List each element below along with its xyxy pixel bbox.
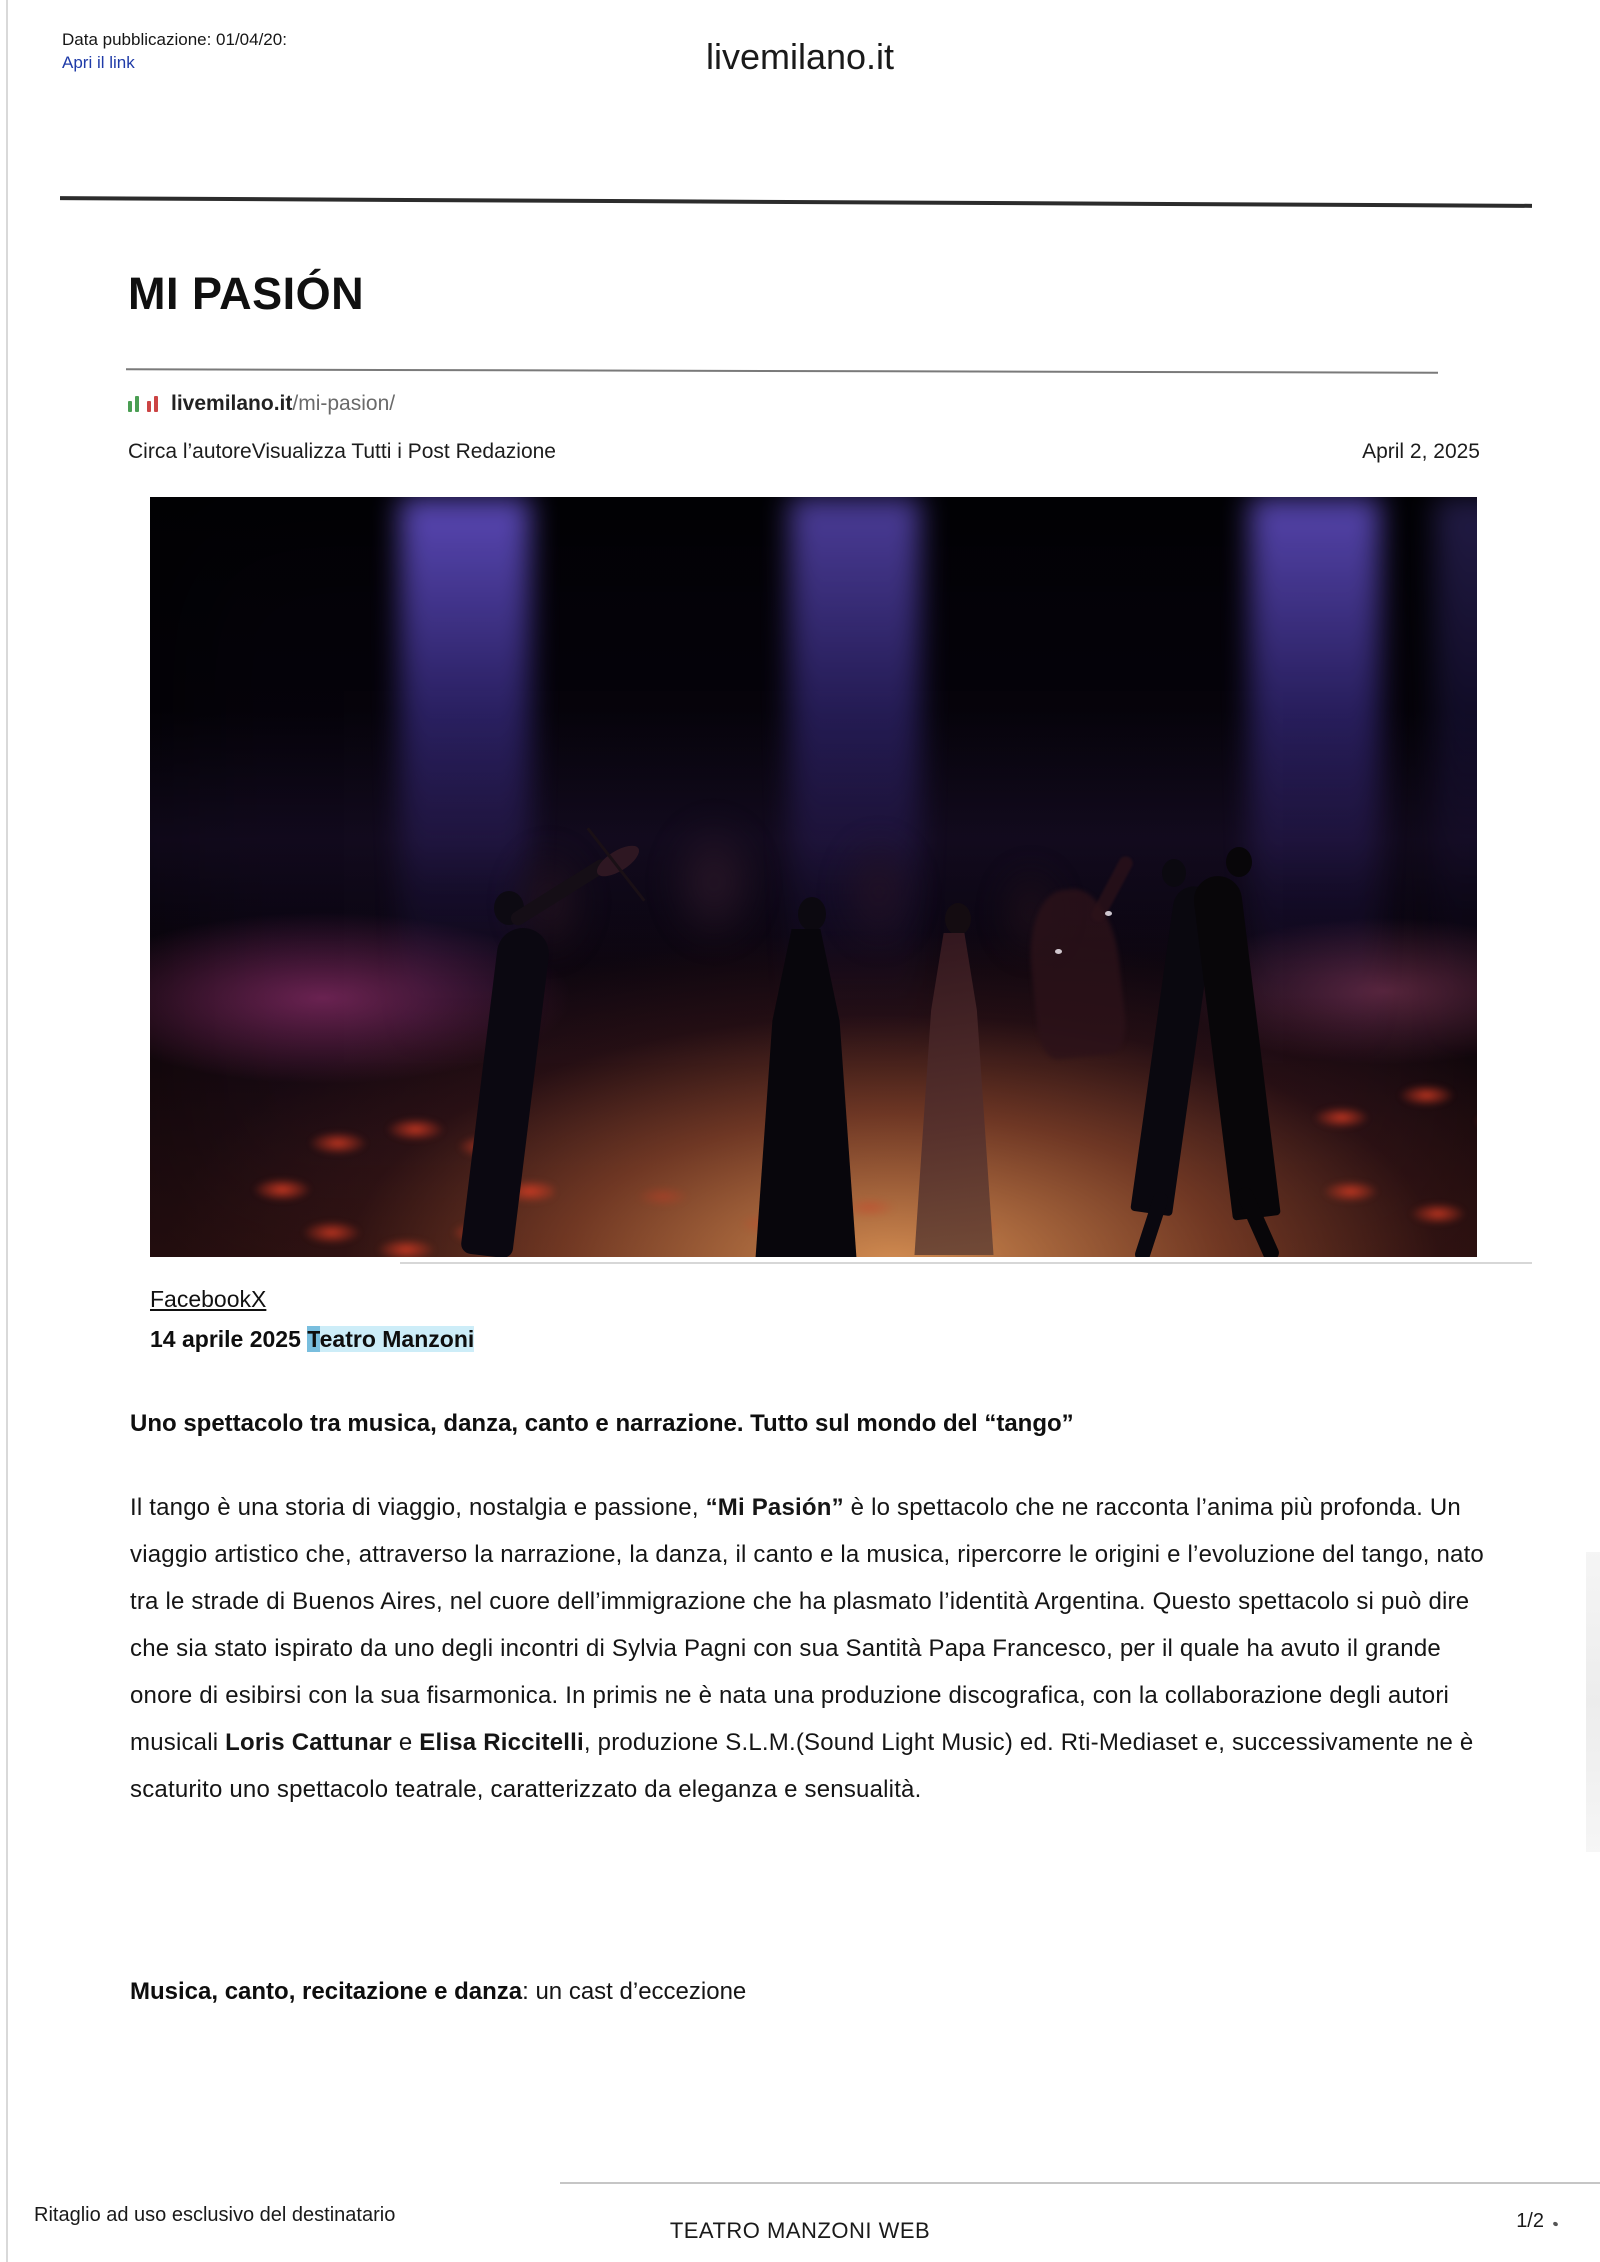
singer-black-dress-head xyxy=(798,897,826,931)
stage-photo xyxy=(150,497,1477,1257)
paragraph-segment: e xyxy=(391,1729,420,1756)
stage-light-speck xyxy=(1055,949,1062,954)
footer-divider xyxy=(560,2182,1600,2184)
title-divider xyxy=(126,368,1438,373)
cast-heading-bold: Musica, canto, recitazione e danza xyxy=(130,1978,523,2005)
paragraph-segment-bold: “Mi Pasión” xyxy=(705,1494,844,1521)
tango-dancer-man-head xyxy=(1226,847,1252,877)
article-paragraph xyxy=(130,1484,1484,1813)
singer-gown-head xyxy=(945,903,971,935)
paragraph-segment: è lo spettacolo che ne racconta l’anima più profonda. Un viaggio artistico che, attraverso la narrazione, la danza, il canto e la musica, ripercorre le origini e l’evoluzione del tango, nato tra le strade di Buenos Aires, nel cuore dell’immigrazione che ha plasmato l’identità Argentina. Questo spettacolo si può dire che sia stato ispirato da uno degli incontri di Sylvia Pagni con sua Santità Papa Francesco, per il quale ha avuto il grande onore di esibirsi con la sua fisarmonica. In primis ne è nata una produzione discografica, con la collaborazione degli autori musicali xyxy=(130,1494,1484,1756)
venue-highlight-first-letter: T xyxy=(307,1326,320,1352)
scan-artifact-right-bleed xyxy=(1586,1552,1600,1852)
url-domain[interactable]: livemilano.it xyxy=(171,392,293,415)
article-subheading: Uno spettacolo tra musica, danza, canto e narrazione. Tutto sul mondo del “tango” xyxy=(130,1410,1074,1437)
event-date: 14 aprile 2025 xyxy=(150,1326,308,1352)
url-path[interactable]: /mi-pasion/ xyxy=(292,392,396,415)
cast-heading-rest: : un cast d’eccezione xyxy=(522,1978,747,2005)
paragraph-segment: Il tango è una storia di viaggio, nostalgia e passione, xyxy=(130,1494,706,1521)
article-url-line[interactable] xyxy=(128,392,395,416)
paragraph-segment-bold: Loris Cattunar xyxy=(225,1729,392,1756)
scan-artifact-left-edge xyxy=(6,0,8,2262)
article-date: April 2, 2025 xyxy=(1362,440,1480,463)
floor-petal-lights-right xyxy=(1300,1062,1477,1247)
footer-disclaimer: Ritaglio ad uso esclusivo del destinatario xyxy=(34,2204,396,2226)
paragraph-segment-bold: Elisa Riccitelli xyxy=(419,1729,584,1756)
paragraph-segment: , produzione S.L.M.(Sound Light Music) ed. Rti-Mediaset e, successivamente ne è scaturito uno spettacolo teatrale, caratterizzato da eleganza e sensualità. xyxy=(130,1729,1474,1803)
footer-source: TEATRO MANZONI WEB xyxy=(669,2218,931,2243)
cast-heading xyxy=(130,1978,1490,2006)
site-name-header: livemilano.it xyxy=(705,36,895,77)
tango-dancer-woman-head xyxy=(1162,859,1186,887)
stage-light-speck xyxy=(1105,911,1112,916)
open-link[interactable]: Apri il link xyxy=(62,53,135,72)
header-divider xyxy=(60,196,1532,208)
author-line: Circa l’autoreVisualizza Tutti i Post Redazione xyxy=(128,440,556,463)
event-date-line xyxy=(150,1326,474,1353)
photo-bottom-shadow xyxy=(400,1262,1532,1264)
article-meta-row xyxy=(128,440,1480,464)
social-share-links[interactable]: FacebookX xyxy=(150,1286,267,1312)
article-title: MI PASIÓN xyxy=(128,268,365,319)
italian-flag-bars-icon xyxy=(128,396,161,412)
footer-page-number: 1/2 xyxy=(1516,2210,1544,2232)
venue-highlight-rest: eatro Manzoni xyxy=(319,1326,475,1352)
publication-date: Data pubblicazione: 01/04/20: xyxy=(62,30,287,49)
